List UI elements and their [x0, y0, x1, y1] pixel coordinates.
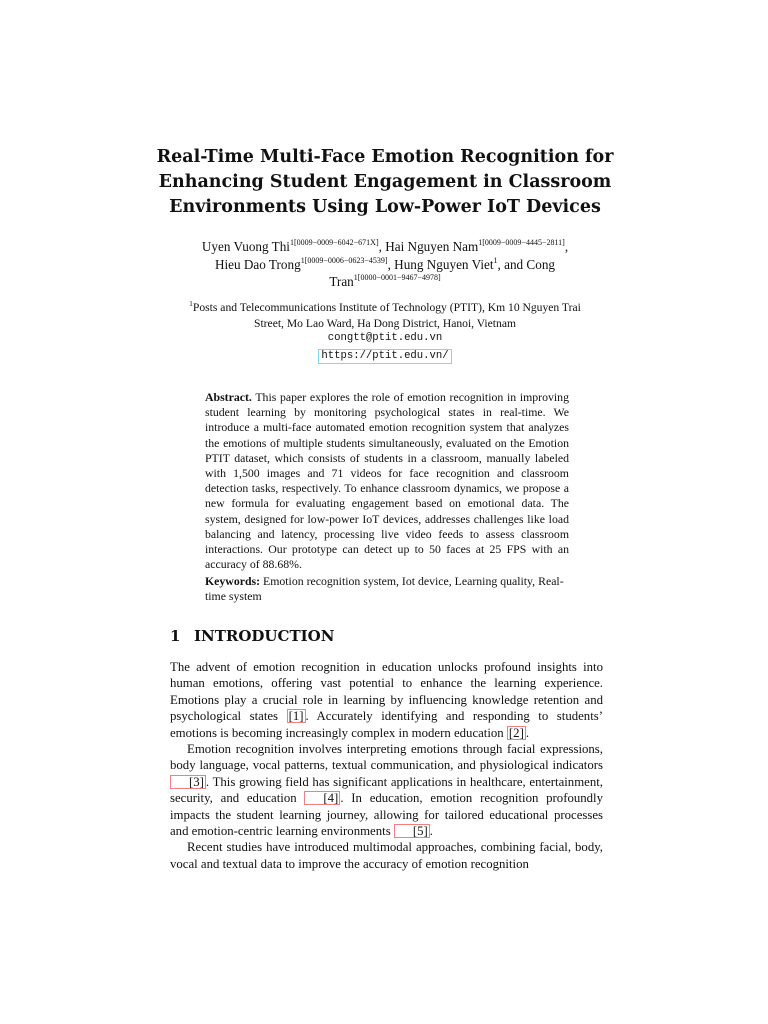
- section-heading: [170, 626, 334, 646]
- author-orcid: 1[0009−0009−6042−671X]: [289, 238, 379, 247]
- title-line: Real-Time Multi-Face Emotion Recognition for: [156, 147, 614, 167]
- title-line: Environments Using Low-Power IoT Devices: [169, 197, 601, 217]
- keywords-label: Keywords:: [205, 574, 261, 588]
- keywords: [205, 574, 569, 604]
- author-name: Uyen Vuong Thi: [201, 239, 290, 254]
- affil-email: congtt@ptit.edu.vn: [327, 332, 443, 344]
- affil-mark: 1: [189, 299, 193, 308]
- citation-link[interactable]: [4]: [304, 791, 340, 805]
- section-number: 1: [170, 627, 181, 645]
- affil-line-1: Posts and Telecommunications Institute of Technology (PTIT), Km 10 Nguyen Trai: [192, 301, 581, 314]
- citation-link[interactable]: [3]: [170, 775, 206, 789]
- paragraph: Recent studies have introduced multimodal approaches, combining facial, body, vocal and textual data to improve the accuracy of emotion recognition: [170, 840, 603, 871]
- author-name: Hieu Dao Trong: [214, 256, 301, 272]
- paper-title: [150, 145, 620, 220]
- author-orcid: 1[0009−0009−4445−2811]: [478, 238, 565, 247]
- author-name: Hung Nguyen Viet: [394, 256, 494, 272]
- author-name: Tran: [329, 274, 354, 289]
- body-text: [170, 659, 603, 872]
- title-line: Enhancing Student Engagement in Classroom: [158, 172, 612, 192]
- citation-link[interactable]: [5]: [394, 824, 430, 838]
- author-orcid: 1[0009−0006−0623−4539]: [300, 255, 388, 265]
- section-title: INTRODUCTION: [194, 627, 335, 645]
- affil-url-link[interactable]: https://ptit.edu.vn/: [318, 349, 451, 364]
- keywords-text: Emotion recognition system, Iot device, Learning quality, Real-time system: [205, 574, 564, 604]
- author-affil-mark: 1: [493, 255, 498, 265]
- paragraph: Emotion recognition involves interpreting emotions through facial expressions, body language, vocal patterns, textual communication, and physiological indicators [3] . This growing field has significant applications in healthcare, entertainment, security, and education [4] . In education, emotion recognition profoundly impacts the student learning journey, allowing for tailored educational processes and emotion-centric learning environments [5] .: [170, 742, 604, 839]
- citation-link[interactable]: [2]: [508, 725, 524, 740]
- author-name: Hai Nguyen Nam: [385, 239, 479, 254]
- paragraph: The advent of emotion recognition in education unlocks profound insights into human emotions, offering vast potential to enhance the learning experience. Emotions play a crucial role in learning by influencing knowledge retention and psychological states [1] . Accurately identifying and responding to students’ emotions is becoming increasingly complex in modern education [2] .: [170, 660, 603, 740]
- abstract: [205, 390, 569, 572]
- abstract-label: Abstract.: [205, 390, 252, 404]
- citation-link[interactable]: [1]: [288, 709, 304, 724]
- author-list: Uyen Vuong Thi$^{1[0009-0009-6042-671X]}$, Hai Nguyen Nam$^{1[0009-0009-4445-2811]}$, Hieu Dao Trong$^{1[0009-0006-0623-4539]}$, Hung Nguyen Viet$^1$, and Cong Tran$^{1[0000-0001-9467-4978]}$: [201, 238, 569, 289]
- affiliation: [150, 300, 620, 364]
- affil-line-2: Street, Mo Lao Ward, Ha Dong District, Hanoi, Vietnam: [254, 316, 516, 330]
- author-orcid: 1[0000−0001−9467−4978]: [353, 273, 441, 282]
- abstract-text: This paper explores the role of emotion recognition in improving student learning by monitoring psychological states in real-time. We introduce a multi-face automated emotion recognition system that analyzes the emotions of multiple students simultaneously, evaluated on the Emotion PTIT dataset, which consists of students in a classroom, manually labeled with 1,500 images and 71 videos for face recognition and classroom detection tasks, respectively. To enhance classroom dynamics, we propose a new formula for evaluating engagement based on emotional data. The system, designed for low-power IoT devices, addresses challenges like load balancing and latency, processing live video feeds to assess classroom interactions. Our prototype can detect up to 50 faces at 25 FPS with an accuracy of 88.68%.: [205, 390, 569, 572]
